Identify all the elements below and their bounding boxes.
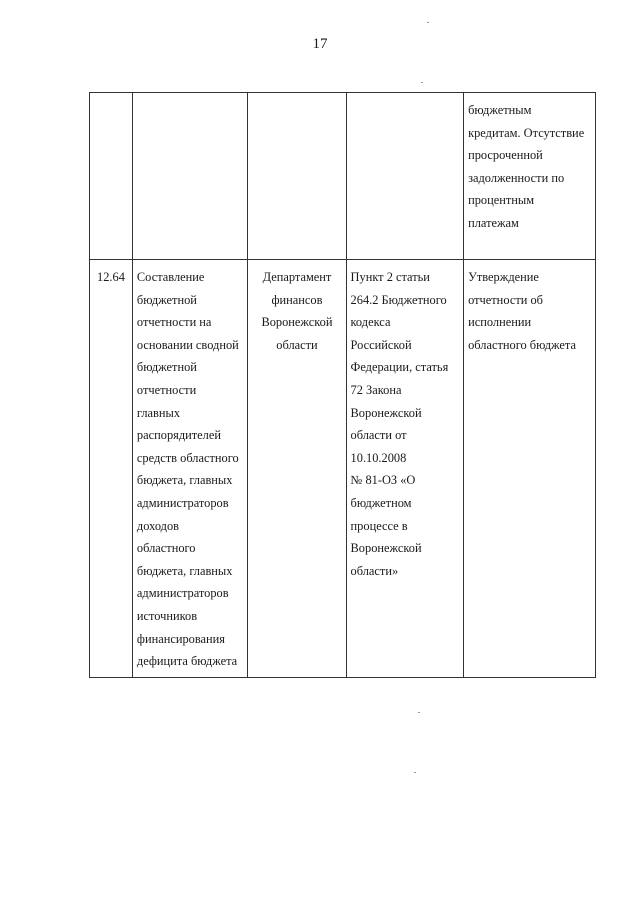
cell-action: [132, 93, 248, 260]
cell-result: бюджетным кредитам. Отсутствие просроченной задолженности по процентным платежам: [464, 93, 596, 260]
document-table: [89, 92, 596, 678]
page-number: 17: [312, 36, 328, 52]
scan-speck: [418, 712, 420, 713]
scan-speck: [421, 82, 423, 83]
cell-result: Утверждение отчетности об исполнении областного бюджета: [464, 260, 596, 678]
cell-number: [90, 93, 133, 260]
scan-speck: [414, 772, 416, 773]
cell-basis: Пункт 2 статьи 264.2 Бюджетного кодекса Российской Федерации, статья 72 Закона Воронежской области от 10.10.2008 № 81-ОЗ «О бюджетном процессе в Воронежской области»: [346, 260, 464, 678]
cell-executor: [248, 93, 346, 260]
cell-action: Составление бюджетной отчетности на основании сводной бюджетной отчетности главных распорядителей средств областного бюджета, главных администраторов доходов областного бюджета, главных администраторов источников финансирования дефицита бюджета: [132, 260, 248, 678]
cell-executor: Департамент финансов Воронежской области: [248, 260, 346, 678]
table-row-continuation: [90, 93, 596, 260]
cell-basis: [346, 93, 464, 260]
scan-speck: [427, 22, 429, 23]
table-row: [90, 260, 596, 678]
cell-number: 12.64: [90, 260, 133, 678]
